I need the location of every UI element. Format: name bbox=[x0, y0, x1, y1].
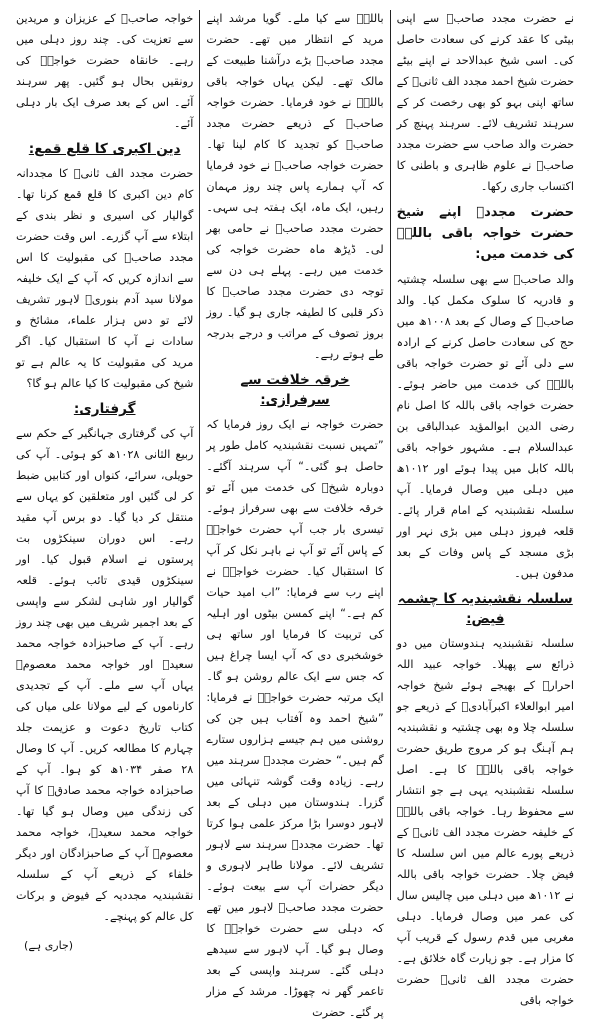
paragraph: باللہؒ سے کیا ملے۔ گویا مرشد اپنے مرید کے انتظار میں تھے۔ حضرت مجدد صاحبؒ بڑے درآشنا طبیعت کے مالک تھے۔ لیکن یہاں خواجہ باقی باللہؒ نے خود فرمایا۔ حضرت خواجہ صاحبؒ کے ذریعے حضرت مجدد صاحبؒ کو تجدید کا کام لینا تھا۔ حضرت خواجہ صاحبؒ نے خود فرمایا کہ آپ ہمارے پاس چند روز مہمان رہیں، ایک ماہ، ایک ہفتہ ہی سہی۔ حضرت مجدد صاحبؒ نے حامی بھر لی۔ ڈیڑھ ماہ حضرت خواجہ کی خدمت میں رہے۔ پہلے ہی دن سے توجہ دی حضرت مجدد صاحبؒ کا ذکر قلبی کا لطیفہ جاری ہو گیا۔ روز بروز تصوف کے مراتب و درجے بدرجہ طے ہوتے رہے۔ bbox=[206, 12, 384, 361]
paragraph: حضرت مجدد الف ثانیؒ کا مجددانہ کام دین اکبری کا قلع قمع کرنا تھا۔ گوالیار کی اسیری و نظر بندی کے ابتلاء سے آپ گزرے۔ اس وقت حضرت مجدد صاحبؒ کی مقبولیت کا اس سے اندازہ کریں کہ آپ کے ایک خلیفہ مولانا سید آدم بنوریؒ لاہور تشریف لائے تو دس ہزار علماء، مشائخ و سادات نے آپ کا استقبال کیا۔ اگر مرید کی مقبولیت کا یہ عالم ہے تو شیخ کی مقبولیت کا کیا عالم ہو گا؟ bbox=[16, 167, 194, 390]
paragraph: والد صاحبؒ سے بھی سلسلہ چشتیہ و قادریہ کا سلوک مکمل کیا۔ والد صاحبؒ کے وصال کے بعد ۱۰۰۸ھ میں حج کی سعادت حاصل کرنے کے ارادہ سے دلی آئے تو حضرت خواجہ باقی باللہؒ کی خدمت میں حاضر ہوئے۔ حضرت خواجہ باقی باللہ کا اصل نام رضی الدین ابوالمؤید عبدالباقی بن عبدالسلام ہے۔ مشہور خواجہ باقی باللہ کابل میں پیدا ہوئے اور ۱۰۱۲ھ میں دہلی میں وصال فرمایا۔ آپ سلسلہ نقشبندیہ کے امام قرار پائے۔ قلعہ فیروز دہلی میں بڑی نہر اور بڑی مسجد کے پاس وفات کے بعد مدفون ہیں۔ bbox=[396, 273, 574, 580]
section-heading: سلسلہ نقشبندیہ کا چشمہ فیض: bbox=[397, 591, 573, 627]
paragraph: نے حضرت مجدد صاحبؒ سے اپنی بیٹی کا عقد کرنے کی سعادت حاصل کی۔ اسی شیخ عبدالاحد نے اپنے بیٹے حضرت شیخ احمد مجدد الف ثانیؒ کے ساتھ اپنی بہو کو بھی رخصت کر کے سرہند تشریف لائے۔ سرہند پہنچ کر حضرت والد صاحب سے حضرت مجدد صاحبؒ نے علوم ظاہری و باطنی کا اکتساب جاری رکھا۔ bbox=[396, 12, 574, 193]
paragraph: خواجہ صاحبؒ کے عزیزان و مریدین سے تعزیت کی۔ چند روز دہلی میں رہے۔ خانقاہ حضرت خواجہؒ کی رونقیں بحال ہو گئیں۔ پھر سرہند آئے۔ اس کے بعد صرف ایک بار دہلی آئے۔ bbox=[16, 12, 194, 130]
article-columns bbox=[10, 8, 580, 1019]
section-heading: خرقہ خلافت سے سرفرازی: bbox=[240, 372, 350, 408]
section-heading: دین اکبری کا قلع قمع: bbox=[28, 141, 181, 157]
paragraph: آپ کی گرفتاری جہانگیر کے حکم سے ربیع الثانی ۱۰۲۸ھ کو ہوئی۔ آپ کی حویلی، سرائے، کنواں اور کتابیں ضبط کر لی گئیں اور متعلقین کو یہاں سے منتقل کر دیا گیا۔ دو برس آپ مقید رہے۔ اس دوران سینکڑوں بت پرستوں نے اسلام قبول کیا۔ اور سینکڑوں قیدی تائب ہوئے۔ قلعہ گوالیار اور شاہی لشکر سے واپسی کے بعد اجمیر شریف میں بھی چند روز رہے۔ آپ کے صاحبزادہ خواجہ محمد سعیدؒ اور خواجہ محمد معصومؒ یہاں آپ سے ملے۔ آپ کے تجدیدی کارناموں کے لیے مولانا علی میاں کی کتاب تاریخ دعوت و عزیمت جلد چہارم کا مطالعہ کریں۔ آپ کا وصال ۲۸ صفر ۱۰۳۴ھ کو ہوا۔ آپ کے صاحبزادہ خواجہ محمد صادقؒ کا آپ کی زندگی میں وصال ہو گیا تھا۔ خواجہ محمد سعیدؒ، خواجہ محمد معصومؒ آپ کے صاحبزادگان اور دیگر خلفاء کے ذریعے آپ کے سلسلہ نقشبندیہ مجددیہ کے فیوض و برکات کل عالم کو پہنچے۔ bbox=[16, 427, 194, 923]
column-left bbox=[10, 8, 199, 952]
column-right bbox=[391, 8, 580, 1007]
paragraph: سلسلہ نقشبندیہ ہندوستان میں دو ذرائع سے پھیلا۔ خواجہ عبید اللہ احرارؒ کے بھیجے ہوئے شیخ خواجہ امیر ابوالعلاء اکبرآبادیؒ کے ذریعے جو سلسلہ چلا وہ بھی چشتیہ و نقشبندیہ ہم آہنگ ہو کر مروج طریق حضرت خواجہ باقی باللہؒ کا ہے۔ اصل سلسلہ نقشبندیہ یہی ہے جو انتشار سے محفوظ رہا۔ خواجہ باقی باللہؒ کے خلیفہ حضرت مجدد الف ثانیؒ کے ذریعے پورے عالم میں اس سلسلہ کا فیض چلا۔ حضرت خواجہ باقی باللہ نے ۱۰۱۲ھ میں دہلی میں چالیس سال کی عمر میں وصال فرمایا۔ دہلی مغربی میں قدم رسول کے قریب آپ کا مزار ہے۔ جو زیارت گاہ خلائق ہے۔ حضرت مجدد الف ثانیؒ حضرت خواجہ باقی bbox=[396, 637, 574, 1007]
paragraph: حضرت خواجہ نے ایک روز فرمایا کہ ”تمہیں نسبت نقشبندیہ کامل طور پر حاصل ہو گئی۔“ آپ سرہند آگئے۔ دوبارہ شیخؒ کی خدمت میں آئے تو خرقہ خلافت سے بھی سرفراز ہوئے۔ تیسری بار جب آپ حضرت خواجہؒ کے پاس آئے تو آپ نے باہر نکل کر آپ کا استقبال کیا۔ حضرت خواجہؒ نے اپنے رب سے فرمایا: ”اب امید حیات کم ہے۔“ اپنے کمسن بیٹوں اور اہلیہ کی تربیت کا فرمایا اور ساتھ ہی خوشخبری دی کہ آپ ایسا چراغ ہیں کہ جس سے ایک عالم روشن ہو گا۔ ایک مرتبہ حضرت خواجہؒ نے فرمایا: ”شیخ احمد وہ آفتاب ہیں جن کی روشنی میں ہم جیسے ہزاروں ستارے گم ہیں۔“ حضرت مجددؒ سرہند میں رہے۔ زیادہ وقت گوشہ تنہائی میں گزرا۔ ہندوستان میں دہلی کے بعد لاہور دوسرا بڑا مرکز علمی ہوا کرتا تھا۔ حضرت مجددؒ سرہند سے لاہور تشریف لائے۔ مولانا طاہر لاہوری و دیگر حضرات آپ سے بیعت ہوئے۔ حضرت مجدد صاحبؒ لاہور میں تھے کہ دہلی سے حضرت خواجہؒ کا وصال ہو گیا۔ آپ لاہور سے سیدھے دہلی گئے۔ سرہند واپسی کے بعد تاعمر گھر نہ چھوڑا۔ مرشد کے مزار پر گئے۔ حضرت bbox=[206, 418, 384, 1019]
column-middle bbox=[200, 8, 389, 1019]
section-heading: حضرت مجددؒ اپنے شیخ حضرت خواجہ باقی باللہؒ کی خدمت میں: bbox=[396, 205, 574, 262]
continued-note: (جاری ہے) bbox=[24, 939, 74, 952]
section-heading: گرفتاری: bbox=[73, 401, 136, 417]
